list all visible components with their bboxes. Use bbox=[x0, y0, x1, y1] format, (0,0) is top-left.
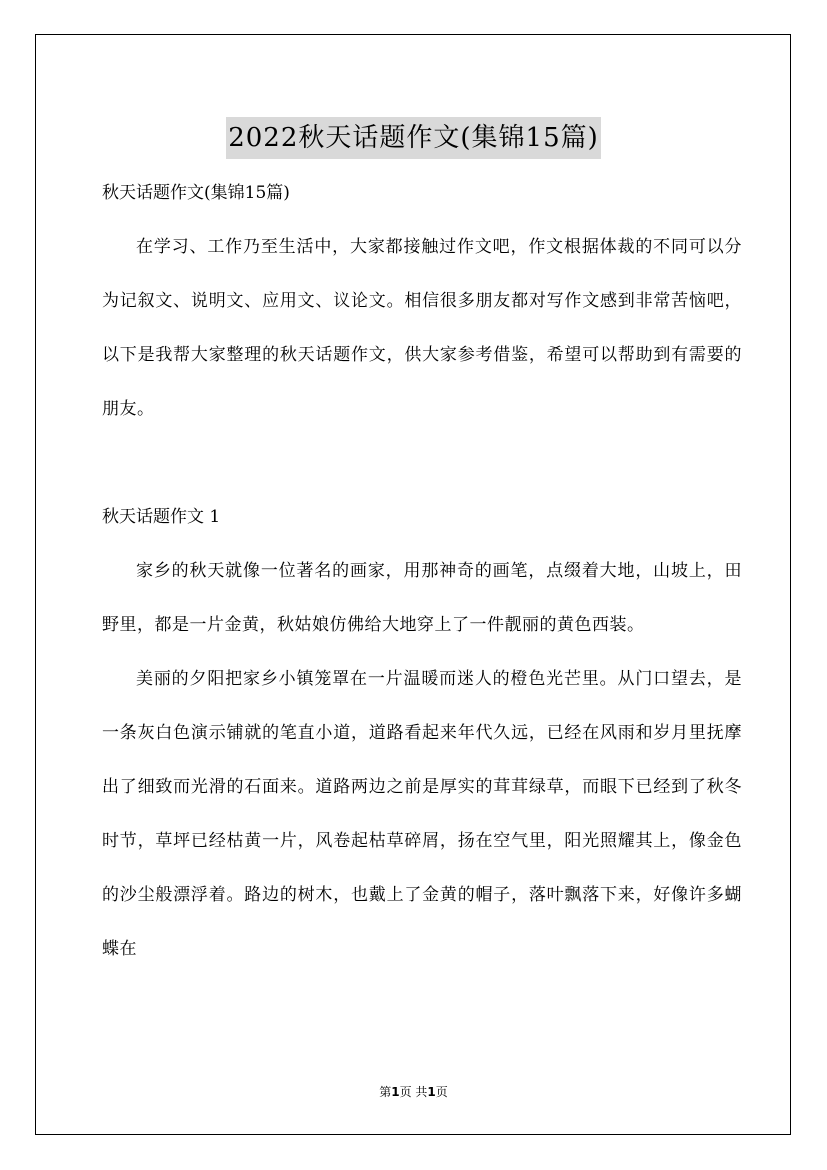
footer-total-pages: 1 bbox=[427, 1085, 436, 1099]
document-body bbox=[102, 166, 742, 976]
body-paragraph-2: 美丽的夕阳把家乡小镇笼罩在一片温暖而迷人的橙色光芒里。从门口望去，是一条灰白色演示铺就的笔直小道，道路看起来年代久远，已经在风雨和岁月里抚摩出了细致而光滑的石面来。道路两边之前是厚实的茸茸绿草，而眼下已经到了秋冬时节，草坪已经枯黄一片，风卷起枯草碎屑，扬在空气里，阳光照耀其上，像金色的沙尘般漂浮着。路边的树木，也戴上了金黄的帽子，落叶飘落下来，好像许多蝴蝶在 bbox=[102, 669, 742, 959]
page-footer bbox=[0, 1084, 827, 1100]
document-title: 2022秋天话题作文(集锦15篇) bbox=[226, 117, 601, 159]
footer-current-page: 1 bbox=[391, 1085, 400, 1099]
footer-page-suffix: 页 bbox=[435, 1085, 448, 1099]
body-paragraph-1: 家乡的秋天就像一位著名的画家，用那神奇的画笔，点缀着大地，山坡上，田野里，都是一片金黄，秋姑娘仿佛给大地穿上了一件靓丽的黄色西装。 bbox=[102, 561, 742, 635]
footer-page-prefix: 第 bbox=[379, 1085, 392, 1099]
section-heading: 秋天话题作文 1 bbox=[102, 507, 221, 527]
intro-paragraph: 在学习、工作乃至生活中，大家都接触过作文吧，作文根据体裁的不同可以分为记叙文、说明文、应用文、议论文。相信很多朋友都对写作文感到非常苦恼吧，以下是我帮大家整理的秋天话题作文，供大家参考借鉴，希望可以帮助到有需要的朋友。 bbox=[102, 237, 742, 419]
blank-line bbox=[102, 436, 742, 490]
footer-page-mid: 页 共 bbox=[399, 1085, 428, 1099]
document-subtitle: 秋天话题作文(集锦15篇) bbox=[102, 183, 290, 203]
